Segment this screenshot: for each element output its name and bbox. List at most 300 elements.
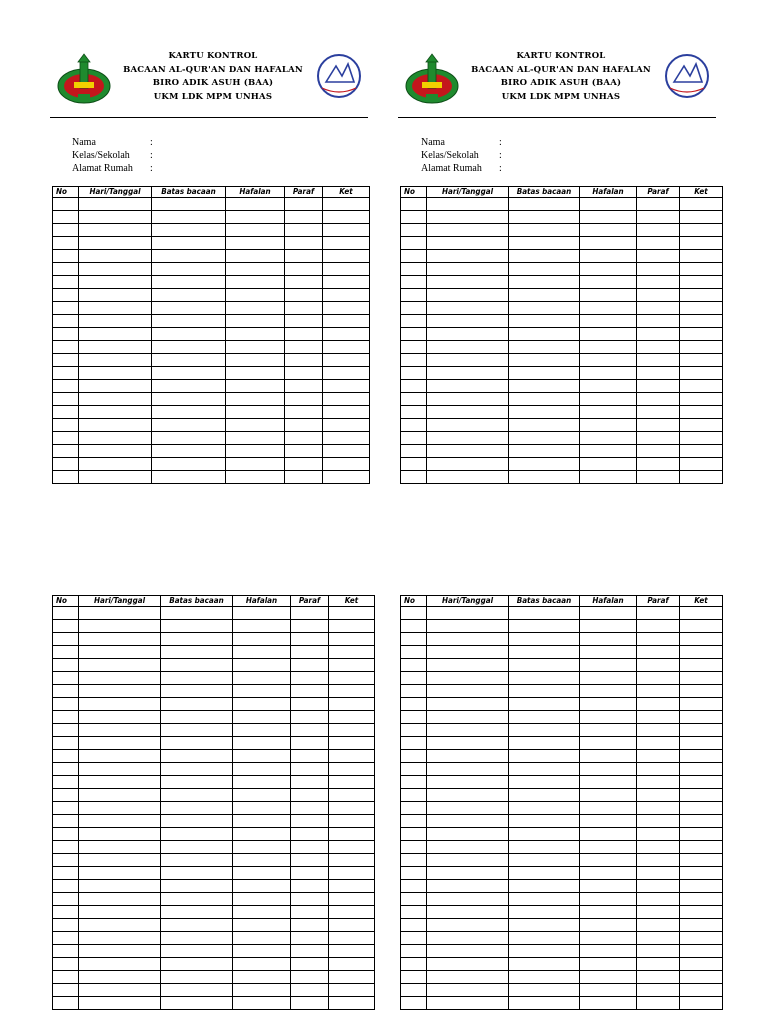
table-cell — [233, 815, 291, 828]
table-header-row — [53, 596, 375, 607]
table-cell — [680, 289, 723, 302]
table-cell — [79, 997, 161, 1010]
table-cell — [329, 711, 375, 724]
table-cell — [509, 906, 580, 919]
table-cell — [580, 198, 637, 211]
table-cell — [161, 789, 233, 802]
table-cell — [53, 698, 79, 711]
table-row — [53, 445, 370, 458]
table-cell — [680, 302, 723, 315]
column-header: Batas bacaan — [161, 596, 233, 607]
table-cell — [637, 198, 680, 211]
table-cell — [291, 958, 329, 971]
table-cell — [161, 906, 233, 919]
table-cell — [291, 698, 329, 711]
table-cell — [152, 393, 226, 406]
table-cell — [226, 211, 285, 224]
table-row — [401, 237, 723, 250]
table-cell — [680, 919, 723, 932]
table-cell — [323, 328, 370, 341]
table-row — [53, 763, 375, 776]
table-cell — [79, 893, 161, 906]
table-cell — [79, 919, 161, 932]
table-cell — [53, 919, 79, 932]
table-cell — [285, 302, 323, 315]
table-row — [401, 315, 723, 328]
table-cell — [680, 828, 723, 841]
table-cell — [401, 198, 427, 211]
table-cell — [580, 620, 637, 633]
table-cell — [401, 237, 427, 250]
table-cell — [226, 289, 285, 302]
table-cell — [637, 419, 680, 432]
table-cell — [329, 672, 375, 685]
table-cell — [226, 341, 285, 354]
table-cell — [509, 276, 580, 289]
table-row — [401, 620, 723, 633]
table-cell — [637, 458, 680, 471]
table-cell — [79, 646, 161, 659]
table-cell — [329, 841, 375, 854]
table-row — [401, 341, 723, 354]
table-cell — [226, 445, 285, 458]
table-row — [53, 906, 375, 919]
table-cell — [637, 341, 680, 354]
table-cell — [53, 263, 79, 276]
table-cell — [53, 802, 79, 815]
table-cell — [580, 841, 637, 854]
table-cell — [637, 607, 680, 620]
table-cell — [152, 211, 226, 224]
table-cell — [53, 776, 79, 789]
table-cell — [680, 672, 723, 685]
table-cell — [580, 685, 637, 698]
table-cell — [79, 854, 161, 867]
table-cell — [285, 211, 323, 224]
table-cell — [285, 432, 323, 445]
table-cell — [53, 419, 79, 432]
table-cell — [161, 607, 233, 620]
info-kelas — [421, 149, 621, 162]
table-cell — [680, 854, 723, 867]
table-cell — [79, 607, 161, 620]
table-row — [401, 471, 723, 484]
table-cell — [401, 458, 427, 471]
table-cell — [323, 237, 370, 250]
table-cell — [152, 458, 226, 471]
table-cell — [233, 828, 291, 841]
table-cell — [637, 406, 680, 419]
table-cell — [79, 263, 152, 276]
table-cell — [637, 880, 680, 893]
table-cell — [79, 445, 152, 458]
table-cell — [233, 776, 291, 789]
table-row — [401, 419, 723, 432]
table-cell — [580, 984, 637, 997]
table-cell — [509, 685, 580, 698]
title-bacaan: BACAAN AL-QUR'AN DAN HAFALAN — [123, 64, 303, 75]
table-cell — [637, 841, 680, 854]
table-cell — [291, 945, 329, 958]
unhas-logo-icon — [54, 52, 114, 108]
table-cell — [233, 802, 291, 815]
table-cell — [509, 815, 580, 828]
table-cell — [161, 958, 233, 971]
table-cell — [580, 458, 637, 471]
table-cell — [233, 737, 291, 750]
table-row — [53, 984, 375, 997]
table-cell — [680, 984, 723, 997]
table-cell — [401, 341, 427, 354]
table-cell — [53, 659, 79, 672]
colon: : — [150, 137, 153, 148]
table-cell — [509, 737, 580, 750]
table-cell — [509, 958, 580, 971]
table-cell — [509, 984, 580, 997]
column-header: Batas bacaan — [509, 187, 580, 198]
table-cell — [509, 607, 580, 620]
table-cell — [580, 698, 637, 711]
table-cell — [580, 711, 637, 724]
table-cell — [427, 893, 509, 906]
table-cell — [53, 854, 79, 867]
table-cell — [226, 432, 285, 445]
table-cell — [329, 776, 375, 789]
label-kelas: Kelas/Sekolah — [421, 150, 479, 161]
control-table-bottom-left — [52, 595, 375, 1010]
table-cell — [323, 276, 370, 289]
table-cell — [580, 211, 637, 224]
table-cell — [580, 471, 637, 484]
control-table-top-right — [400, 186, 723, 484]
table-cell — [79, 724, 161, 737]
table-cell — [329, 958, 375, 971]
table-row — [53, 672, 375, 685]
table-row — [401, 828, 723, 841]
table-cell — [53, 471, 79, 484]
table-row — [401, 919, 723, 932]
table-row — [401, 198, 723, 211]
table-cell — [53, 328, 79, 341]
table-cell — [427, 698, 509, 711]
table-cell — [637, 945, 680, 958]
table-row — [401, 724, 723, 737]
table-cell — [152, 289, 226, 302]
table-cell — [329, 854, 375, 867]
table-cell — [291, 776, 329, 789]
table-cell — [637, 919, 680, 932]
table-cell — [329, 984, 375, 997]
table-cell — [53, 893, 79, 906]
table-cell — [401, 445, 427, 458]
table-cell — [291, 789, 329, 802]
table-row — [53, 263, 370, 276]
column-header: Paraf — [637, 187, 680, 198]
table-cell — [161, 893, 233, 906]
table-row — [53, 698, 375, 711]
table-cell — [637, 802, 680, 815]
table-row — [53, 276, 370, 289]
table-cell — [427, 607, 509, 620]
table-cell — [323, 367, 370, 380]
table-cell — [161, 854, 233, 867]
table-cell — [680, 633, 723, 646]
table-row — [401, 763, 723, 776]
info-nama — [421, 136, 621, 149]
table-row — [53, 646, 375, 659]
table-row — [401, 380, 723, 393]
table-cell — [637, 445, 680, 458]
table-cell — [291, 906, 329, 919]
table-row — [53, 880, 375, 893]
table-cell — [401, 945, 427, 958]
table-row — [401, 354, 723, 367]
table-cell — [509, 893, 580, 906]
table-cell — [580, 250, 637, 263]
table-cell — [580, 958, 637, 971]
table-cell — [509, 445, 580, 458]
table-cell — [580, 289, 637, 302]
control-table-bottom-right — [400, 595, 723, 1010]
table-cell — [291, 646, 329, 659]
title-biro: BIRO ADIK ASUH (BAA) — [152, 78, 274, 88]
table-cell — [401, 432, 427, 445]
table-cell — [291, 763, 329, 776]
table-cell — [637, 815, 680, 828]
table-row — [53, 380, 370, 393]
table-cell — [580, 276, 637, 289]
table-cell — [680, 315, 723, 328]
table-cell — [233, 971, 291, 984]
table-row — [53, 458, 370, 471]
table-row — [53, 659, 375, 672]
table-cell — [285, 458, 323, 471]
table-cell — [509, 854, 580, 867]
table-cell — [580, 393, 637, 406]
column-header: Hari/Tanggal — [427, 596, 509, 607]
column-header: Paraf — [285, 187, 323, 198]
table-cell — [401, 620, 427, 633]
table-cell — [53, 211, 79, 224]
table-cell — [152, 445, 226, 458]
table-cell — [291, 815, 329, 828]
table-cell — [53, 672, 79, 685]
table-cell — [637, 698, 680, 711]
table-cell — [637, 893, 680, 906]
table-cell — [580, 867, 637, 880]
table-cell — [79, 224, 152, 237]
table-cell — [637, 302, 680, 315]
table-cell — [53, 711, 79, 724]
table-cell — [161, 828, 233, 841]
table-row — [401, 984, 723, 997]
table-cell — [79, 958, 161, 971]
table-cell — [580, 919, 637, 932]
column-header: No — [401, 596, 427, 607]
table-cell — [53, 997, 79, 1010]
table-cell — [79, 672, 161, 685]
table-cell — [291, 984, 329, 997]
table-row — [53, 250, 370, 263]
table-cell — [401, 315, 427, 328]
colon: : — [150, 163, 153, 174]
table-cell — [637, 776, 680, 789]
table-row — [401, 776, 723, 789]
table-cell — [401, 659, 427, 672]
table-row — [401, 367, 723, 380]
table-row — [53, 867, 375, 880]
table-cell — [79, 815, 161, 828]
baa-logo-icon — [660, 50, 714, 102]
table-cell — [680, 458, 723, 471]
table-cell — [680, 945, 723, 958]
table-row — [401, 276, 723, 289]
table-cell — [79, 458, 152, 471]
table-cell — [637, 932, 680, 945]
table-cell — [323, 224, 370, 237]
table-cell — [161, 763, 233, 776]
column-header: No — [53, 596, 79, 607]
table-row — [53, 315, 370, 328]
table-cell — [329, 906, 375, 919]
table-cell — [680, 698, 723, 711]
table-cell — [329, 893, 375, 906]
info-kelas — [72, 149, 272, 162]
table-cell — [401, 672, 427, 685]
table-cell — [226, 458, 285, 471]
title-ukm: UKM LDK MPM UNHAS — [153, 91, 273, 102]
table-cell — [233, 685, 291, 698]
table-cell — [680, 711, 723, 724]
table-cell — [161, 620, 233, 633]
table-cell — [427, 789, 509, 802]
table-cell — [427, 328, 509, 341]
table-cell — [285, 367, 323, 380]
unhas-logo-icon — [402, 52, 462, 108]
table-cell — [233, 607, 291, 620]
table-cell — [323, 393, 370, 406]
table-row — [53, 854, 375, 867]
table-cell — [79, 841, 161, 854]
table-cell — [291, 750, 329, 763]
table-cell — [233, 867, 291, 880]
table-cell — [53, 341, 79, 354]
table-cell — [580, 263, 637, 276]
table-row — [53, 685, 375, 698]
table-row — [401, 906, 723, 919]
table-cell — [680, 750, 723, 763]
table-cell — [580, 932, 637, 945]
table-cell — [637, 750, 680, 763]
table-cell — [509, 919, 580, 932]
table-cell — [79, 659, 161, 672]
table-cell — [233, 698, 291, 711]
table-cell — [233, 906, 291, 919]
table-row — [53, 406, 370, 419]
table-cell — [680, 406, 723, 419]
table-cell — [79, 367, 152, 380]
title-ukm: UKM LDK MPM UNHAS — [501, 91, 621, 102]
table-cell — [509, 945, 580, 958]
table-cell — [53, 432, 79, 445]
table-cell — [226, 237, 285, 250]
table-cell — [427, 380, 509, 393]
table-cell — [427, 880, 509, 893]
label-kelas: Kelas/Sekolah — [72, 150, 130, 161]
table-cell — [323, 471, 370, 484]
table-cell — [285, 198, 323, 211]
table-row — [53, 341, 370, 354]
table-cell — [53, 984, 79, 997]
table-cell — [580, 341, 637, 354]
table-cell — [401, 328, 427, 341]
table-cell — [285, 250, 323, 263]
table-cell — [401, 984, 427, 997]
table-cell — [285, 419, 323, 432]
table-cell — [152, 328, 226, 341]
table-header-row — [53, 187, 370, 198]
table-cell — [427, 458, 509, 471]
table-row — [53, 919, 375, 932]
table-cell — [580, 224, 637, 237]
table-row — [401, 289, 723, 302]
table-cell — [285, 289, 323, 302]
table-cell — [161, 932, 233, 945]
table-cell — [53, 302, 79, 315]
table-header-row — [401, 187, 723, 198]
table-cell — [427, 711, 509, 724]
table-row — [401, 854, 723, 867]
table-cell — [323, 263, 370, 276]
table-cell — [680, 393, 723, 406]
table-cell — [680, 354, 723, 367]
table-cell — [637, 828, 680, 841]
table-cell — [323, 406, 370, 419]
table-cell — [233, 893, 291, 906]
table-row — [53, 724, 375, 737]
table-cell — [79, 789, 161, 802]
table-cell — [401, 997, 427, 1010]
table-cell — [509, 672, 580, 685]
table-row — [401, 698, 723, 711]
table-cell — [53, 250, 79, 263]
table-cell — [427, 763, 509, 776]
label-nama: Nama — [72, 137, 96, 148]
table-cell — [401, 406, 427, 419]
table-cell — [580, 633, 637, 646]
table-cell — [427, 406, 509, 419]
table-cell — [509, 354, 580, 367]
table-row — [401, 971, 723, 984]
table-cell — [680, 867, 723, 880]
table-cell — [291, 659, 329, 672]
table-cell — [427, 984, 509, 997]
table-cell — [53, 841, 79, 854]
table-row — [401, 737, 723, 750]
table-cell — [285, 445, 323, 458]
table-cell — [226, 263, 285, 276]
table-cell — [509, 724, 580, 737]
table-cell — [291, 737, 329, 750]
table-cell — [427, 341, 509, 354]
table-cell — [233, 789, 291, 802]
table-cell — [161, 815, 233, 828]
table-cell — [323, 458, 370, 471]
table-cell — [680, 620, 723, 633]
table-row — [53, 328, 370, 341]
table-cell — [226, 198, 285, 211]
table-cell — [580, 763, 637, 776]
